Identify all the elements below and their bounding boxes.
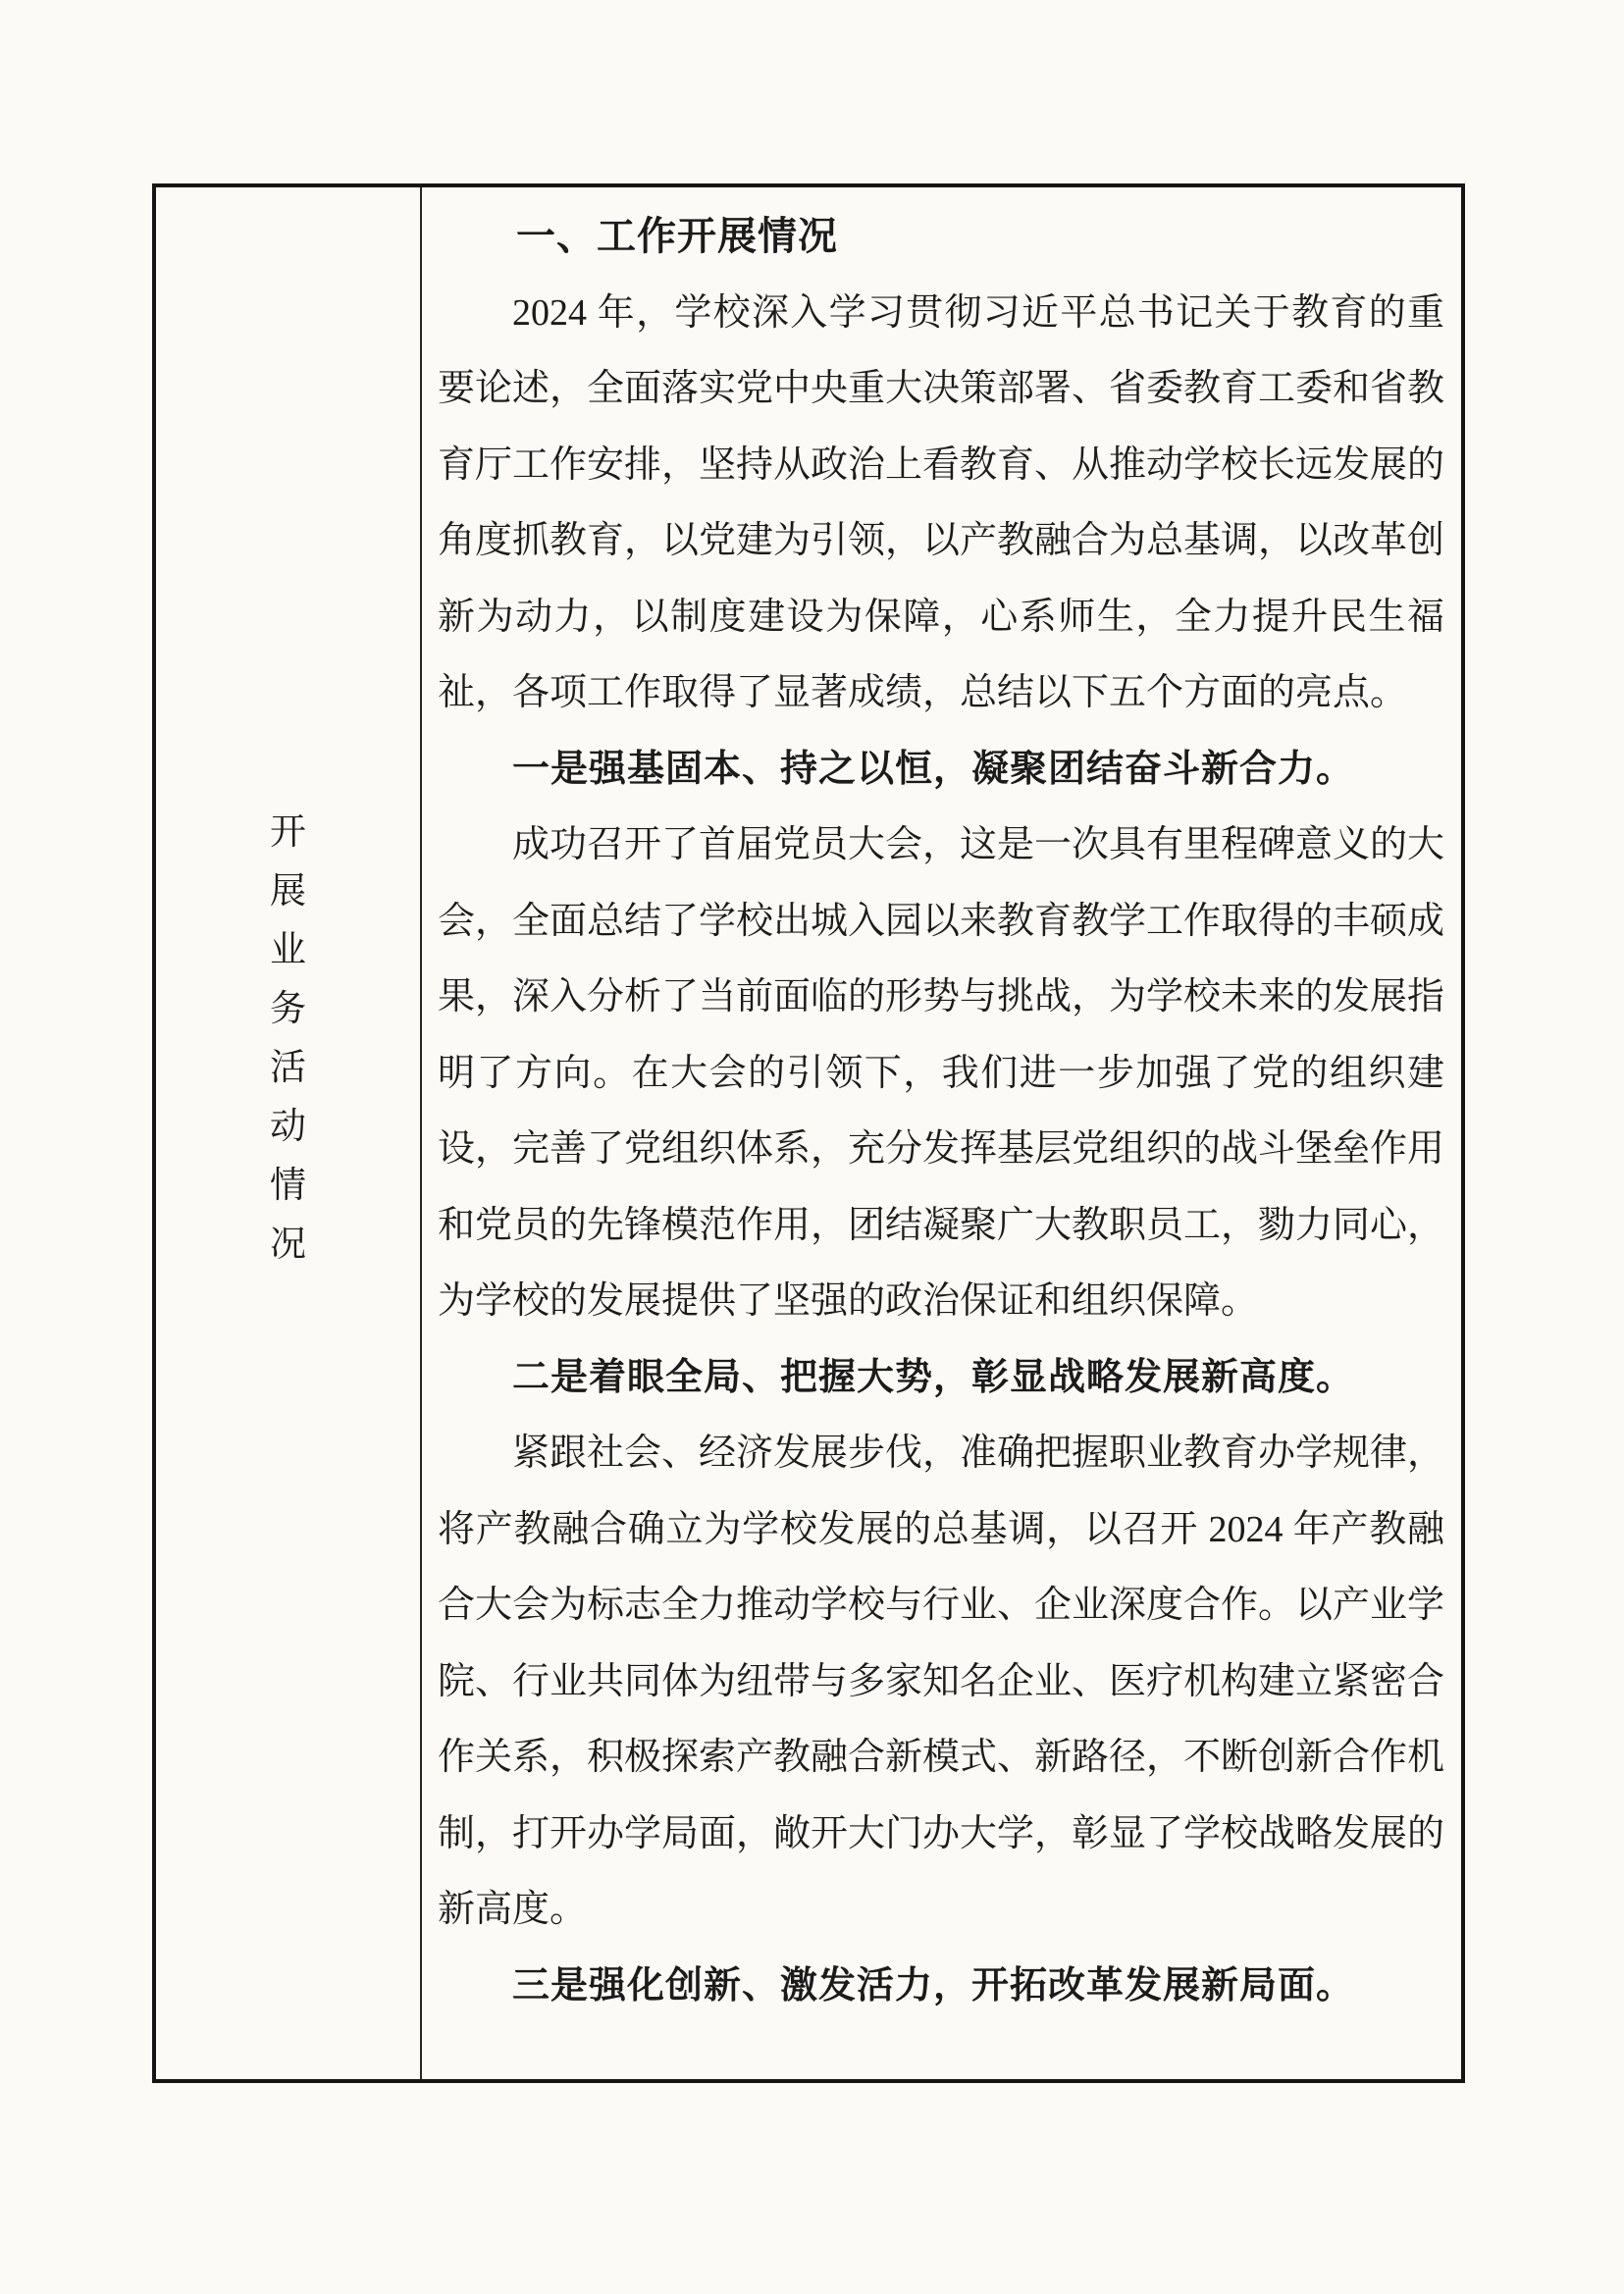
row-label-char: 况	[270, 1225, 306, 1265]
row-label-char: 活	[270, 1048, 306, 1088]
row-label-char: 动	[270, 1107, 306, 1147]
subheading-point-1: 一是强基固本、持之以恒，凝聚团结奋斗新合力。	[512, 748, 1355, 790]
row-label-char: 业	[270, 930, 306, 970]
paragraph-point-1: 成功召开了首届党员大会，这是一次具有里程碑意义的大会，全面总结了学校出城入园以来教育教学工作取得的丰硕成果，深入分析了当前面临的形势与挑战，为学校未来的发展指明了方向。在大会的引领下，我们进一步加强了党的组织建设，完善了党组织体系，充分发挥基层党组织的战斗堡垒作用和党员的先锋模范作用，团结凝聚广大教职员工，勠力同心，为学校的发展提供了坚强的政治保证和组织保障。	[438, 824, 1445, 1322]
row-label-char: 开	[270, 812, 306, 853]
subheading-point-3: 三是强化创新、激发活力，开拓改革发展新局面。	[512, 1964, 1355, 2007]
row-label-char: 展	[270, 871, 306, 912]
paragraph-point-2: 紧跟社会、经济发展步伐，准确把握职业教育办学规律，将产教融合确立为学校发展的总基调，以召开 2024 年产教融合大会为标志全力推动学校与行业、企业深度合作。以产业学院、行业共同体为纽带与多家知名企业、医疗机构建立紧密合作关系，积极探索产教融合新模式、新路径，不断创新合作机制，打开办学局面，敞开大门办大学，彰显了学校战略发展的新高度。	[438, 1433, 1445, 1930]
section-heading: 一、工作开展情况	[516, 215, 838, 258]
row-label-char: 务	[270, 989, 306, 1029]
form-table	[152, 183, 1465, 2083]
subheading-point-2: 二是着眼全局、把握大势，彰显战略发展新高度。	[512, 1356, 1355, 1398]
row-label-cell	[156, 187, 422, 2079]
paragraph-overview: 2024 年，学校深入学习贯彻习近平总书记关于教育的重要论述，全面落实党中央重大决策部署、省委教育工委和省教育厅工作安排，坚持从政治上看教育、从推动学校长远发展的角度抓教育，以党建为引领，以产教融合为总基调，以改革创新为动力，以制度建设为保障，心系师生，全力提升民生福祉，各项工作取得了显著成绩，总结以下五个方面的亮点。	[438, 291, 1445, 713]
content-cell	[422, 187, 1461, 2079]
row-label-char: 情	[270, 1166, 306, 1206]
